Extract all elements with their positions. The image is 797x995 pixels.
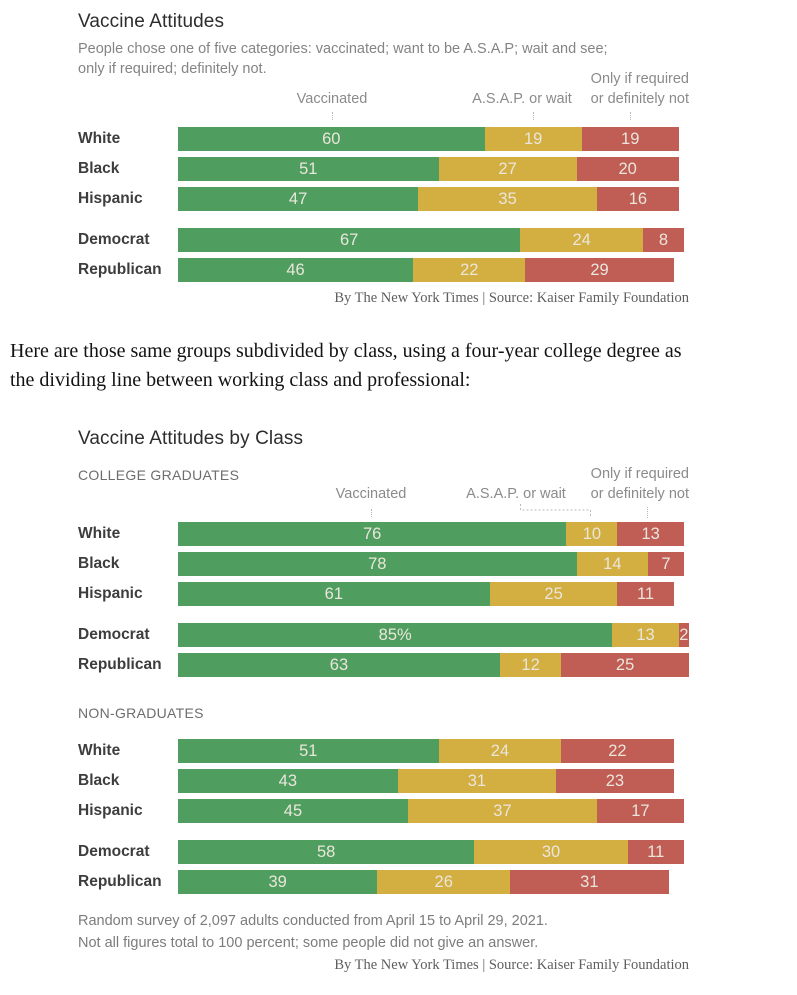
segment-asap-or-wait (612, 623, 678, 647)
segment-value: 24 (490, 741, 510, 760)
segment-asap-or-wait (485, 127, 582, 151)
row-label: Republican (78, 656, 162, 673)
legend-vaccinated-label: Vaccinated (335, 486, 407, 502)
segment-value: 7 (661, 554, 671, 573)
segment-vaccinated (178, 623, 612, 647)
stacked-bar (178, 653, 689, 677)
bar-row-republican (78, 653, 689, 677)
legend-tick-line (332, 112, 333, 120)
segment-value: 11 (636, 584, 655, 603)
legend-asap-label: A.S.A.P. or wait (472, 91, 572, 107)
segment-value: 8 (658, 230, 669, 249)
segment-vaccinated (178, 840, 474, 864)
segment-vaccinated (178, 799, 408, 823)
bar-row-white (78, 127, 689, 151)
segment-vaccinated (178, 258, 413, 282)
race-group (78, 739, 689, 823)
segment-asap-or-wait (439, 739, 562, 763)
segment-asap-or-wait (418, 187, 597, 211)
bar-row-black (78, 157, 689, 181)
stacked-bar (178, 127, 689, 151)
segment-value: 29 (590, 260, 609, 279)
legend-required-line1: Only if required (590, 466, 689, 482)
segment-value: 43 (278, 771, 298, 790)
bar-row-democrat (78, 623, 689, 647)
footnote-line: Random survey of 2,097 adults conducted from April 15 to April 29, 2021. (78, 913, 548, 929)
segment-value: 16 (628, 189, 648, 208)
segment-value: 19 (621, 129, 640, 148)
legend-required-label (591, 69, 689, 109)
stacked-bar (178, 623, 689, 647)
segment-only-if-required (648, 552, 684, 576)
stacked-bar (178, 157, 689, 181)
segment-value: 25 (615, 655, 635, 674)
row-label: Hispanic (78, 802, 143, 819)
segment-vaccinated (178, 870, 377, 894)
party-group (78, 228, 689, 282)
party-group (78, 623, 689, 677)
segment-value: 46 (286, 260, 305, 279)
bar-row-hispanic (78, 582, 689, 606)
segment-asap-or-wait (377, 870, 510, 894)
segment-value: 26 (434, 872, 453, 891)
legend-tick-line (533, 112, 534, 120)
segment-value: 61 (324, 584, 344, 603)
row-label: Black (78, 772, 120, 789)
segment-value: 10 (582, 524, 602, 543)
bar-row-democrat (78, 840, 689, 864)
legend-required-line1: Only if required (590, 71, 689, 87)
credit-line: By The New York Times | Source: Kaiser Family Foundation (334, 290, 689, 306)
segment-asap-or-wait (566, 522, 617, 546)
row-label: Republican (78, 873, 162, 890)
segment-value: 24 (572, 230, 591, 249)
legend-headers (78, 71, 689, 123)
row-label: Hispanic (78, 190, 143, 207)
bar-row-white (78, 522, 689, 546)
row-label: Black (78, 160, 120, 177)
segment-value: 12 (521, 655, 540, 674)
segment-value: 78 (368, 554, 387, 573)
segment-vaccinated (178, 228, 520, 252)
segment-asap-or-wait (439, 157, 577, 181)
segment-value: 2 (679, 625, 689, 644)
row-label: Republican (78, 261, 162, 278)
segment-value: 35 (498, 189, 517, 208)
row-label: Hispanic (78, 585, 143, 602)
segment-value: 13 (636, 625, 655, 644)
segment-value: 51 (299, 741, 318, 760)
chart-subtitle-line: People chose one of five categories: vaccinated; want to be A.S.A.P; wait and see; (78, 41, 608, 57)
stacked-bar (178, 187, 689, 211)
segment-value: 20 (618, 159, 637, 178)
credit-line: By The New York Times | Source: Kaiser Family Foundation (334, 957, 689, 973)
segment-value: 37 (493, 801, 512, 820)
race-group (78, 522, 689, 606)
segment-asap-or-wait (520, 228, 643, 252)
segment-value: 67 (340, 230, 359, 249)
segment-only-if-required (617, 582, 673, 606)
segment-asap-or-wait (490, 582, 618, 606)
legend-tick-line (647, 507, 648, 518)
segment-value: 31 (467, 771, 487, 790)
segment-value: 27 (498, 159, 517, 178)
segment-vaccinated (178, 739, 439, 763)
asap-connector-line (520, 504, 592, 518)
row-label: Black (78, 555, 120, 572)
legend-required-line2: or definitely not (590, 486, 689, 502)
chart-vaccine-attitudes (78, 10, 689, 307)
row-label: White (78, 525, 121, 542)
segment-vaccinated (178, 187, 418, 211)
segment-asap-or-wait (577, 552, 649, 576)
segment-only-if-required (582, 127, 679, 151)
segment-value: 23 (605, 771, 625, 790)
segment-asap-or-wait (408, 799, 597, 823)
segment-asap-or-wait (398, 769, 556, 793)
segment-only-if-required (525, 258, 673, 282)
segment-value: 63 (329, 655, 349, 674)
legend-tick-line (630, 112, 631, 120)
bar-row-white (78, 739, 689, 763)
party-group (78, 840, 689, 894)
legend-required-line2: or definitely not (590, 91, 689, 107)
segment-value: 13 (641, 524, 660, 543)
bar-rows-college-graduates (78, 522, 689, 677)
segment-only-if-required (628, 840, 684, 864)
stacked-bar (178, 552, 689, 576)
stacked-bar (178, 870, 689, 894)
chart-vaccine-attitudes-by-class (78, 427, 689, 974)
stacked-bar (178, 258, 689, 282)
segment-only-if-required (561, 739, 673, 763)
segment-value: 22 (608, 741, 627, 760)
segment-value: 31 (580, 872, 599, 891)
bar-row-democrat (78, 228, 689, 252)
segment-value: 76 (363, 524, 382, 543)
segment-only-if-required (561, 653, 689, 677)
footnotes (78, 910, 689, 954)
row-label: Democrat (78, 231, 150, 248)
segment-value: 30 (541, 842, 561, 861)
legend-asap-label: A.S.A.P. or wait (466, 486, 566, 502)
segment-vaccinated (178, 127, 485, 151)
segment-only-if-required (577, 157, 679, 181)
segment-value: 14 (603, 554, 622, 573)
segment-value: 17 (631, 801, 650, 820)
segment-value: 51 (299, 159, 318, 178)
bar-rows-non-graduates (78, 739, 689, 894)
segment-vaccinated (178, 157, 439, 181)
segment-only-if-required (597, 799, 684, 823)
segment-only-if-required (643, 228, 684, 252)
segment-only-if-required (556, 769, 674, 793)
segment-vaccinated (178, 582, 490, 606)
segment-vaccinated (178, 653, 500, 677)
stacked-bar (178, 739, 689, 763)
section-heading-college-graduates: COLLEGE GRADUATES (78, 467, 240, 483)
bar-row-republican (78, 258, 689, 282)
race-group (78, 127, 689, 211)
segment-value: 25 (544, 584, 563, 603)
segment-value: 11 (647, 842, 665, 861)
legend-headers (78, 450, 689, 520)
legend-required-label (591, 464, 689, 504)
bar-row-hispanic (78, 799, 689, 823)
row-label: White (78, 742, 121, 759)
row-label: Democrat (78, 843, 150, 860)
segment-asap-or-wait (413, 258, 525, 282)
section-heading-non-graduates: NON-GRADUATES (78, 705, 204, 721)
segment-vaccinated (178, 522, 566, 546)
row-label: White (78, 130, 121, 147)
segment-value: 22 (460, 260, 479, 279)
segment-only-if-required (679, 623, 689, 647)
stacked-bar (178, 228, 689, 252)
bar-row-hispanic (78, 187, 689, 211)
stacked-bar (178, 522, 689, 546)
chart-subtitle-line: only if required; definitely not. (78, 61, 267, 77)
segment-value: 19 (523, 129, 543, 148)
chart-title: Vaccine Attitudes by Class (78, 428, 304, 449)
bar-row-republican (78, 870, 689, 894)
bar-row-black (78, 769, 689, 793)
segment-value: 58 (317, 842, 336, 861)
article-paragraph: Here are those same groups subdivided by class, using a four-year college degree as the dividing line between working class and professional: (10, 340, 682, 391)
legend-tick-line (371, 509, 372, 517)
row-label: Democrat (78, 626, 150, 643)
segment-value: 85% (378, 625, 412, 644)
legend-vaccinated-label: Vaccinated (296, 91, 368, 107)
segment-value: 60 (322, 129, 341, 148)
segment-value: 39 (268, 872, 287, 891)
stacked-bar (178, 769, 689, 793)
segment-only-if-required (597, 187, 679, 211)
stacked-bar (178, 582, 689, 606)
segment-vaccinated (178, 552, 577, 576)
footnote-line: Not all figures total to 100 percent; some people did not give an answer. (78, 935, 539, 951)
segment-only-if-required (617, 522, 683, 546)
bar-row-black (78, 552, 689, 576)
chart-title: Vaccine Attitudes (78, 11, 225, 32)
segment-value: 45 (283, 801, 303, 820)
stacked-bar (178, 799, 689, 823)
segment-vaccinated (178, 769, 398, 793)
segment-asap-or-wait (474, 840, 627, 864)
bar-rows (78, 127, 689, 282)
stacked-bar (178, 840, 689, 864)
segment-asap-or-wait (500, 653, 561, 677)
segment-value: 47 (288, 189, 308, 208)
segment-only-if-required (510, 870, 668, 894)
page (0, 10, 797, 974)
